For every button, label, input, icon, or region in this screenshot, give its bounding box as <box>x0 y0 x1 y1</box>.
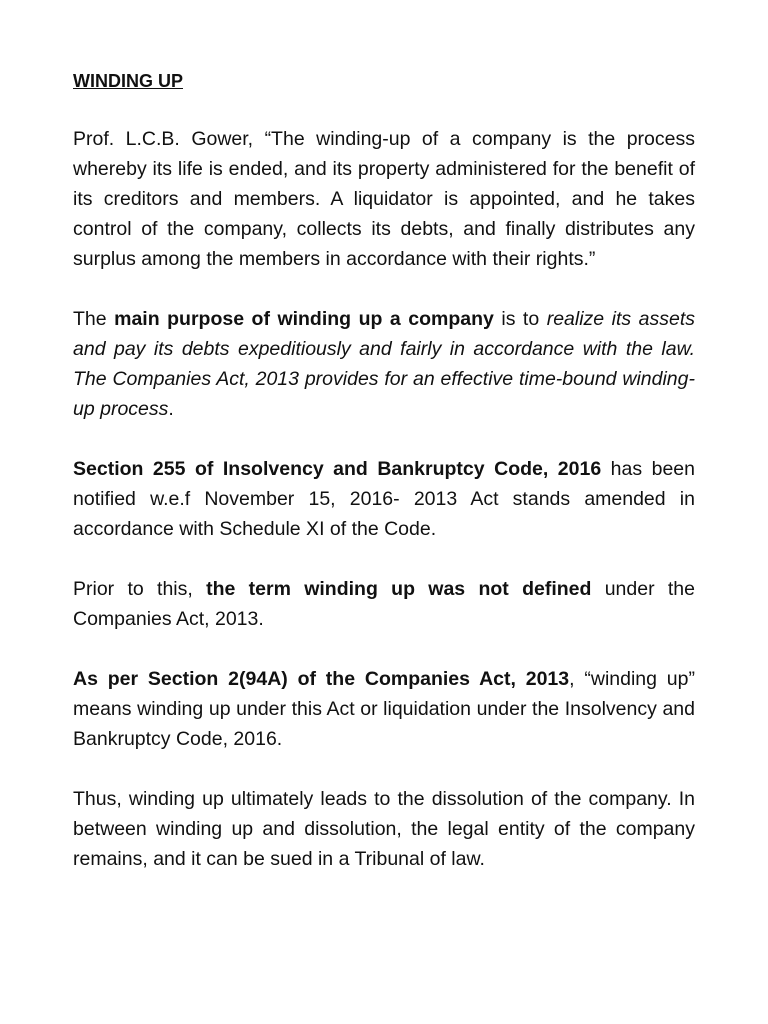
main-purpose-bold: main purpose of winding up a company <box>114 308 494 330</box>
main-purpose-italic: realize its assets and pay its debts expeditiously and fairly in accordance with the law. The Companies Act, 2013 provides for an effective time-bound winding-up process <box>73 308 695 420</box>
main-purpose-end: . <box>168 398 174 420</box>
prior-lead: Prior to this, <box>73 578 207 600</box>
section-255-rest: has been notified w.e.f November 15, 2016- 2013 Act stands amended in accordance with Schedule XI of the Code. <box>73 458 695 540</box>
document-page <box>73 68 695 904</box>
section-255-bold: Section 255 of Insolvency and Bankruptcy Code, 2016 <box>73 458 602 480</box>
paragraph-prior-definition <box>73 574 695 634</box>
main-purpose-mid: is to <box>493 308 547 330</box>
prior-rest: under the Companies Act, 2013. <box>73 578 695 630</box>
dissolution-text: Thus, winding up ultimately leads to the dissolution of the company. In between winding up and dissolution, the legal entity of the company remains, and it can be sued in a Tribunal of law. <box>73 788 695 870</box>
paragraph-section-2-94a <box>73 664 695 754</box>
paragraph-dissolution <box>73 784 695 874</box>
paragraph-gower-definition <box>73 124 695 274</box>
gower-quote-text: Prof. L.C.B. Gower, “The winding-up of a company is the process whereby its life is ended, and its property administered for the benefit of its creditors and members. A liquidator is appointed, and he takes control of the company, collects its debts, and finally distributes any surplus among the members in accordance with their rights.” <box>73 128 695 270</box>
prior-bold: the term winding up was not defined <box>206 578 592 600</box>
section-2-94a-bold: As per Section 2(94A) of the Companies Act, 2013 <box>73 668 570 690</box>
paragraph-section-255 <box>73 454 695 544</box>
document-heading: WINDING UP <box>73 71 183 91</box>
paragraph-main-purpose <box>73 304 695 424</box>
section-2-94a-rest: , “winding up” means winding up under this Act or liquidation under the Insolvency and Bankruptcy Code, 2016. <box>73 668 695 750</box>
main-purpose-lead: The <box>73 308 115 330</box>
